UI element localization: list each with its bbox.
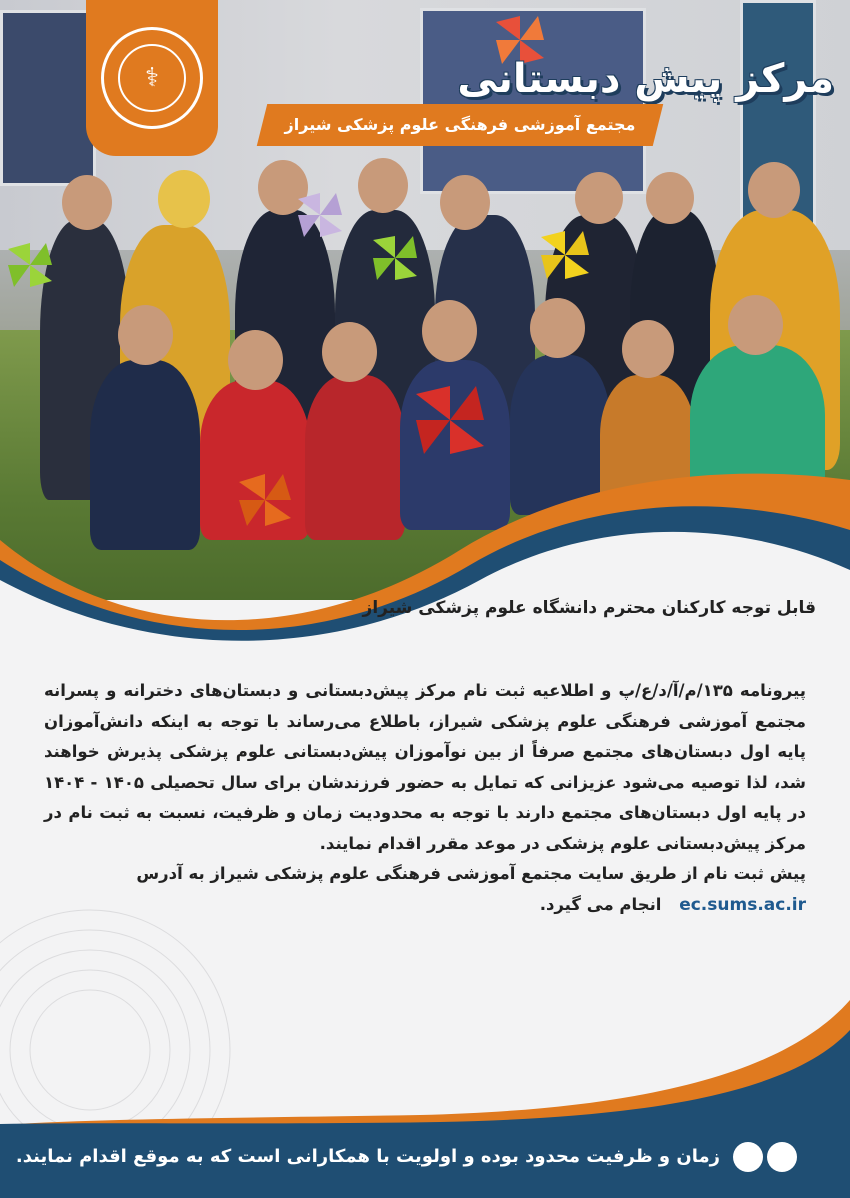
pinwheel-icon: [541, 231, 589, 279]
pinwheel-icon: [373, 236, 417, 280]
registration-link[interactable]: ec.sums.ac.ir: [679, 894, 806, 915]
registration-text: پیش ثبت نام از طریق سایت مجتمع آموزشی فرهنگی علوم پزشکی شیراز به آدرس: [136, 864, 806, 883]
page-subtitle: مجتمع آموزشی فرهنگی علوم پزشکی شیراز: [284, 115, 636, 134]
pinwheel-icon: [8, 243, 52, 287]
notice-body: [44, 676, 806, 920]
logo-badge: [86, 0, 218, 156]
pinwheel-icon: [298, 193, 342, 237]
footer-note: زمان و ظرفیت محدود بوده و اولویت با همکارانی است که به موقع اقدام نمایند.: [15, 1146, 720, 1167]
page-title: مرکز پیش دبستانی: [457, 56, 834, 102]
bullet-dot-icon: [767, 1142, 797, 1172]
seal-emblem-icon: ⚕: [118, 44, 186, 112]
decorative-waves: [0, 440, 850, 700]
notice-paragraph: پیرونامه ۱۳۵/م/آ/د/ع/پ و اطلاعیه ثبت نام مرکز پیش‌دبستانی و دبستان‌های دخترانه و پسرانه مجتمع آموزشی فرهنگی علوم پزشکی شیراز، باطلاع می‌رساند با توجه به اینکه دانش‌آموزان پایه اول دبستان‌های مجتمع صرفاً از بین نوآموزان پیش‌دبستانی علوم پزشکی پذیرش خواهند شد، لذا توصیه می‌شود عزیزانی که تمایل به حضور فرزندشان برای سال تحصیلی ۱۴۰۵ - ۱۴۰۴ در پایه اول دبستان‌های مجتمع دارند با توجه به محدودیت زمان و ظرفیت، نسبت به ثبت نام در مرکز پیش‌دبستانی علوم پزشکی در موعد مقرر اقدام نمایند.: [44, 681, 806, 853]
notice-heading: قابل توجه کارکنان محترم دانشگاه علوم پزشکی شیراز: [362, 598, 816, 618]
bullet-dot-icon: [733, 1142, 763, 1172]
university-seal-icon: [101, 27, 203, 129]
registration-text-end: انجام می گیرد.: [539, 894, 662, 914]
registration-paragraph: [44, 859, 806, 920]
